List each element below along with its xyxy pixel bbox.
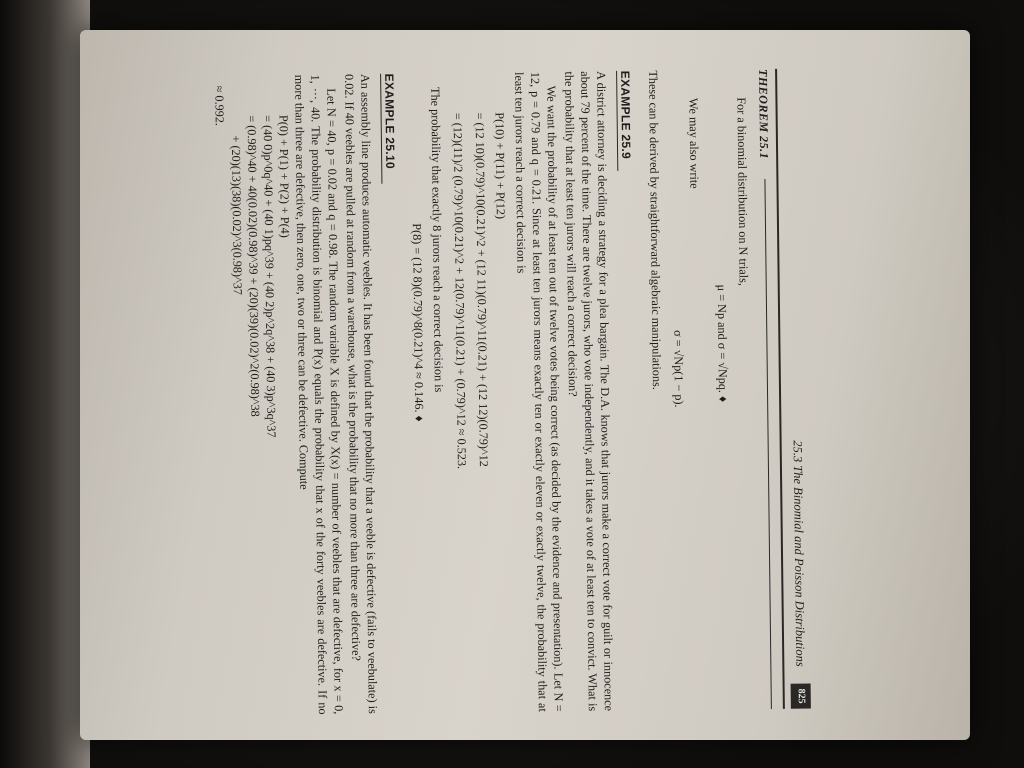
theorem-rule	[764, 179, 771, 709]
example-25-9-eq2: = (12 10)(0.79)^10(0.21)^2 + (12 11)(0.79)^11(0.21) + (12 12)(0.79)^12	[472, 112, 491, 467]
example-25-10-eq3: = (0.98)^40 + 40(0.02)(0.98)^39 + (20)(39)(0.02)^2(0.98)^38	[244, 115, 263, 417]
example-25-10-label: EXAMPLE 25.10	[382, 73, 398, 169]
also-formula: σ = √Np(1 − p).	[671, 330, 687, 408]
example-25-9-p2: We want the probability of at least ten out of twelve votes being correct (as decided by the evidence and presentation). Let N = 12, p = 0.79 and q = 0.21. Since at least ten jurors means exactly ten or exactly eleven or exactly twelve, the probability that at least ten jurors reach a correct decision is	[511, 71, 566, 712]
example-25-10-p1: An assembly line produces automatic veebles. It has been found that the probability that a veeble is defective (fails to veebulate) is 0.02. If 40 veebles are pulled at random from a warehouse, what is the probability that no more than three are defective?	[341, 73, 380, 714]
example-25-10-eq5: ≈ 0.992.	[212, 85, 227, 127]
example-25-9-eq3: = (12)(11)/2 (0.79)^10(0.21)^2 + 12(0.79)^11(0.21) + (0.79)^12 ≈ 0.523.	[450, 112, 469, 470]
theorem-formula: μ = Np and σ = √Npq. ♦	[714, 284, 731, 403]
example-25-9-label: EXAMPLE 25.9	[618, 70, 634, 160]
example-25-9-eq1: P(10) + P(11) + P(12)	[492, 112, 508, 220]
example-25-9-p1: A district attorney is deciding a strategy for a plea bargain. The D.A. knows that jurors make a correct vote for guilt or innocence about 79 percent of the time. There are twelve jurors, who vote independently, and it takes a vote of at least ten to convict. What is the probability that at least ten jurors will reach a correct decision?	[561, 70, 616, 712]
running-title: 25.3 The Binomial and Poisson Distributions	[790, 440, 808, 667]
example-25-10-eq4: + (20)(13)(38)(0.02)^3(0.98)^37	[228, 135, 245, 296]
derivation-note: These can be derived by straightforward algebraic manipulations.	[646, 70, 664, 390]
theorem-label: THEOREM 25.1	[756, 68, 772, 160]
example-25-9-p3: The probability that exactly 8 jurors reach a correct decision is	[428, 86, 446, 393]
page-number: 825	[790, 684, 811, 709]
example-25-10-eq2: = (40 0)p^0q^40 + (40 1)pq^39 + (40 2)p^2q^38 + (40 3)p^3q^37	[260, 115, 279, 438]
page-text-block	[212, 68, 809, 716]
example-25-9-eq4: P(8) = (12 8)(0.79)^8(0.21)^4 ≈ 0.146. ♦	[409, 223, 427, 422]
also-intro: We may also write	[686, 97, 702, 189]
example-25-10-eq1: P(0) + P(1) + P(2) + P(4)	[276, 114, 293, 238]
example-25-10-p2: Let N = 40, p = 0.02 and q = 0.98. The random variable X is defined by X(x) = number of veebles that are defective, for x = 0, 1, ···, 40. The probability distribution is binomial and P(x) equals the probability that x of the forty veebles are defective. If no more than three are defective, then zero, one, two or three can be defective. Compute	[291, 74, 346, 715]
book-gutter-shadow	[0, 0, 90, 768]
theorem-intro: For a binomial distribution on N trials,	[734, 97, 751, 286]
